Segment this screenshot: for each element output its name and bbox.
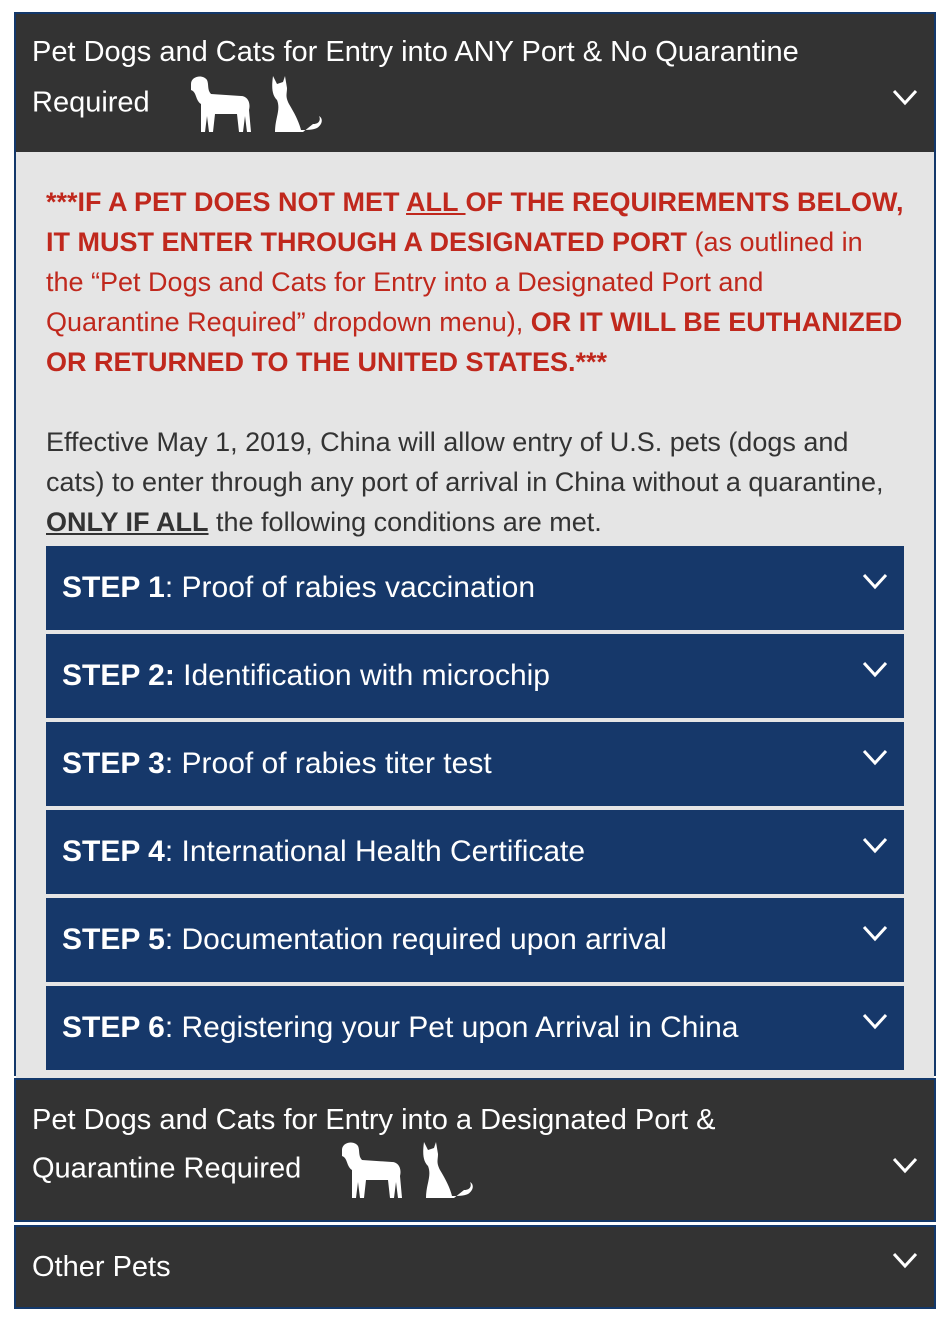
intro-text: Effective May 1, 2019, China will allow entry of U.S. pets (dogs and cats) to enter through any port of arrival in China without a quarantine, ONLY IF ALL the following conditions are met. xyxy=(46,427,884,537)
step-4[interactable]: STEP 4 : International Health Certificate xyxy=(46,810,904,894)
chevron-down-icon[interactable] xyxy=(862,744,888,770)
panel-designated-port-header[interactable] xyxy=(16,1080,934,1220)
step-2[interactable]: STEP 2: Identification with microchip xyxy=(46,634,904,718)
chevron-down-icon[interactable] xyxy=(862,832,888,858)
step-3[interactable]: STEP 3 : Proof of rabies titer test xyxy=(46,722,904,806)
panel-title: Other Pets xyxy=(32,1251,171,1283)
panel-any-port-header[interactable] xyxy=(16,14,934,152)
chevron-down-icon[interactable] xyxy=(862,656,888,682)
dog-icon xyxy=(184,74,256,134)
panel-title-line1: Pet Dogs and Cats for Entry into ANY Port & No Quarantine xyxy=(32,36,799,68)
chevron-down-icon[interactable] xyxy=(862,1008,888,1034)
panel-other-pets-header[interactable] xyxy=(16,1227,934,1307)
panel-title-line2: Quarantine Required xyxy=(32,1152,302,1185)
chevron-down-icon[interactable] xyxy=(892,84,918,110)
cat-icon xyxy=(264,74,326,134)
cat-icon xyxy=(415,1140,477,1200)
panel-title-line1: Pet Dogs and Cats for Entry into a Designated Port & xyxy=(32,1104,716,1136)
panel-any-port xyxy=(14,12,936,1076)
step-5[interactable]: STEP 5 : Documentation required upon arrival xyxy=(46,898,904,982)
panel-designated-port xyxy=(14,1078,936,1222)
panel-title-line2: Required xyxy=(32,86,150,119)
dog-icon xyxy=(335,1140,407,1200)
warning-text: ***IF A PET DOES NOT MET ALL OF THE REQUIREMENTS BELOW, IT MUST ENTER THROUGH A DESIGNATED PORT (as outlined in the “Pet Dogs and Cats for Entry into a Designated Port and Quarantine Required” dropdown menu), OR IT WILL BE EUTHANIZED OR RETURNED TO THE UNITED STATES.*** xyxy=(46,187,904,377)
chevron-down-icon[interactable] xyxy=(862,568,888,594)
chevron-down-icon[interactable] xyxy=(892,1247,918,1273)
chevron-down-icon[interactable] xyxy=(892,1152,918,1178)
panel-any-port-content xyxy=(16,152,934,1080)
step-6[interactable]: STEP 6 : Registering your Pet upon Arrival in China xyxy=(46,986,904,1070)
step-1[interactable]: STEP 1 : Proof of rabies vaccination xyxy=(46,546,904,630)
panel-other-pets xyxy=(14,1225,936,1309)
chevron-down-icon[interactable] xyxy=(862,920,888,946)
